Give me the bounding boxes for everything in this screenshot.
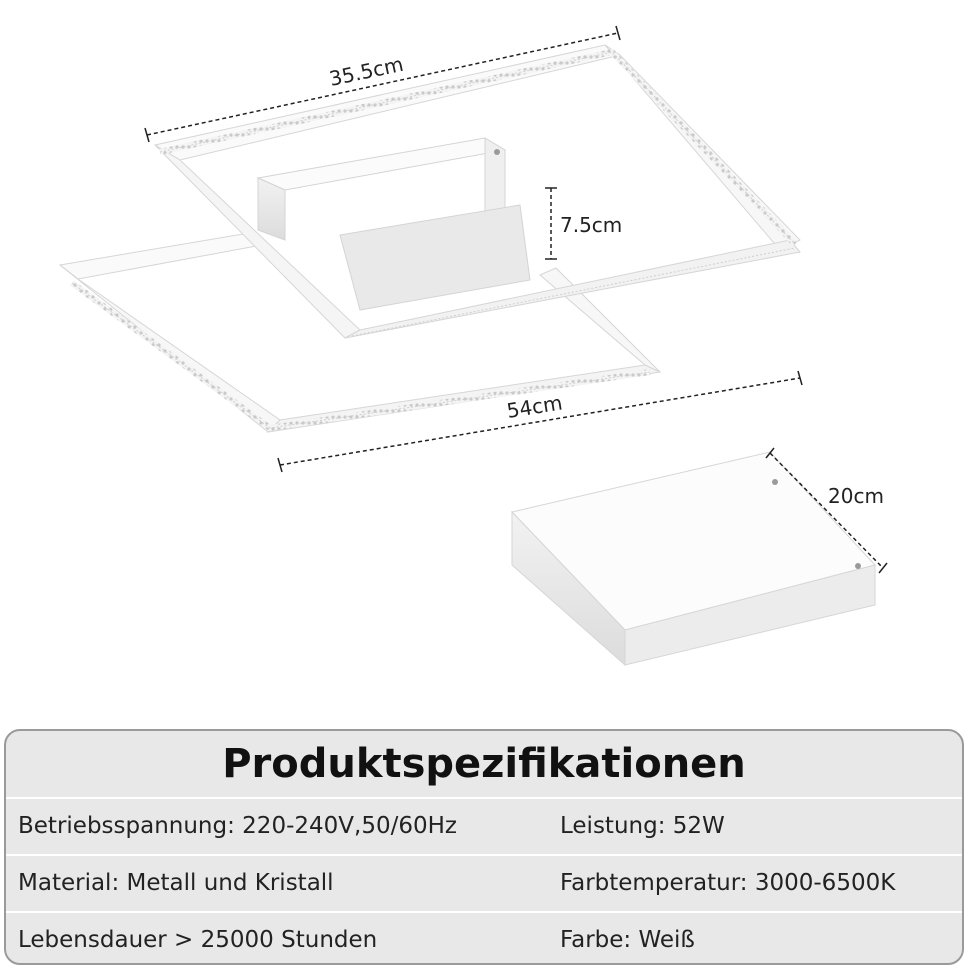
dim-label-base-size: 20cm <box>828 484 884 508</box>
dimension-line-height <box>545 188 557 259</box>
dim-label-height: 7.5cm <box>560 213 623 237</box>
spec-power: Leistung: 52W <box>560 813 725 839</box>
dim-label-frame-width: 35.5cm <box>327 51 406 91</box>
spec-operating-voltage: Betriebsspannung: 220-240V,50/60Hz <box>18 813 457 839</box>
spec-lifetime: Lebensdauer > 25000 Stunden <box>18 927 378 953</box>
base-box <box>512 452 875 665</box>
spec-material: Material: Metall und Kristall <box>18 870 334 896</box>
spec-color-temperature: Farbtemperatur: 3000-6500K <box>560 870 896 896</box>
spec-row <box>6 799 962 856</box>
dimension-line-top <box>145 26 620 142</box>
upper-frame <box>155 45 800 338</box>
spec-row <box>6 856 962 913</box>
spec-color: Farbe: Weiß <box>560 927 695 953</box>
spec-title: Produktspezifikationen <box>6 731 962 799</box>
spec-panel <box>4 729 964 965</box>
dim-label-overall-length: 54cm <box>505 390 565 423</box>
spec-row <box>6 913 962 965</box>
